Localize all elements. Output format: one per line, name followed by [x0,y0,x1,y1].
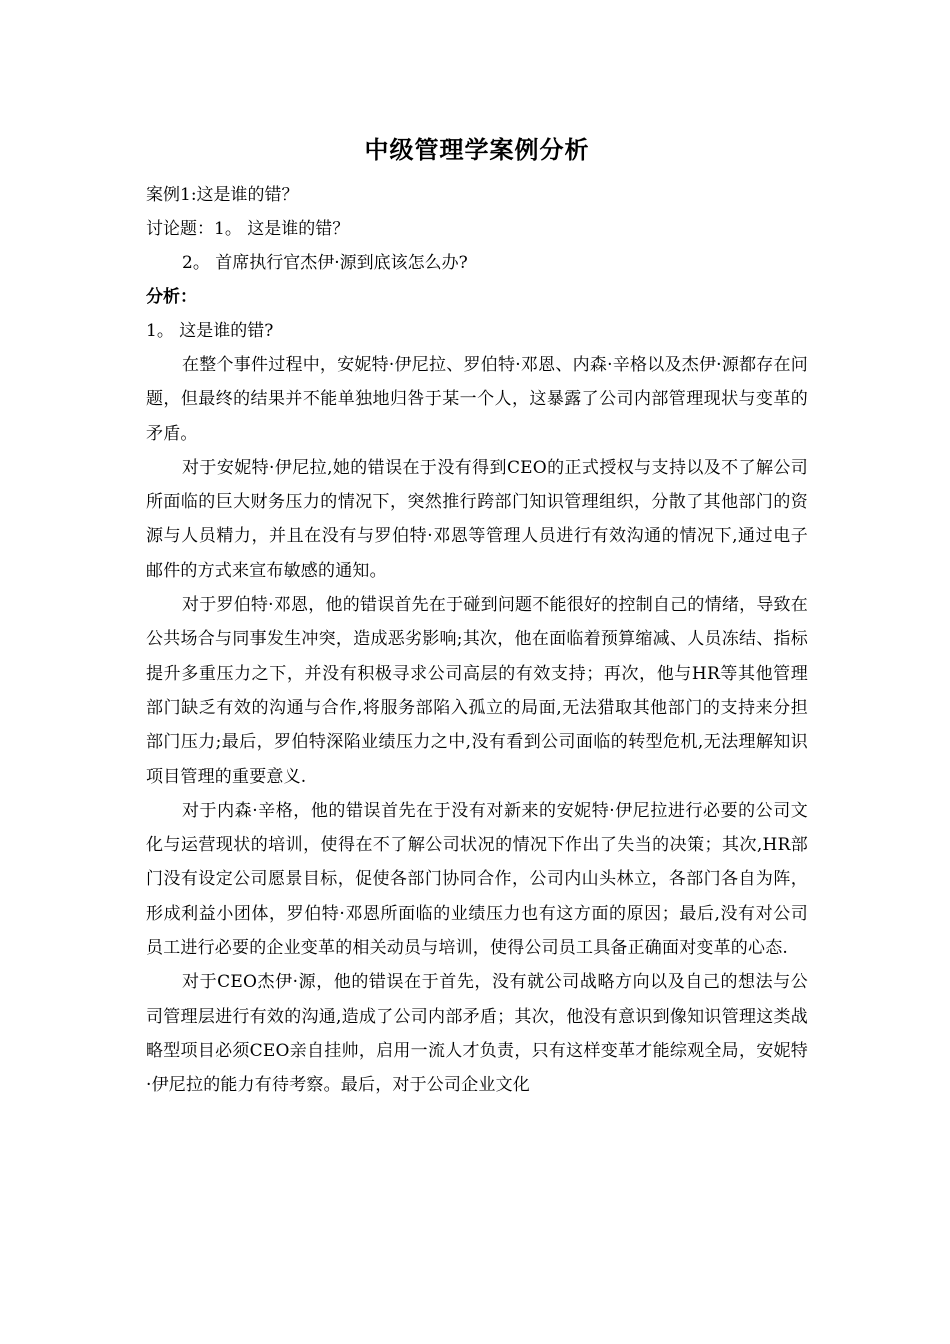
paragraph-nathan: 对于内森·辛格，他的错误首先在于没有对新来的安妮特·伊尼拉进行必要的公司文化与运营现状的培训，使得在不了解公司状况的情况下作出了失当的决策；其次,HR部门没有设定公司愿景目标，促使各部门协同合作，公司内山头林立，各部门各自为阵，形成利益小团体，罗伯特·邓恩所面临的业绩压力也有这方面的原因；最后,没有对公司员工进行必要的企业变革的相关动员与培训，使得公司员工具备正确面对变革的心态. [146,800,808,959]
paragraph-annette: 对于安妮特·伊尼拉,她的错误在于没有得到CEO的正式授权与支持以及不了解公司所面临的巨大财务压力的情况下，突然推行跨部门知识管理组织，分散了其他部门的资源与人员精力，并且在没有与罗伯特·邓恩等管理人员进行有效沟通的情况下,通过电子邮件的方式来宣布敏感的通知。 [146,457,808,581]
paragraph-overview: 在整个事件过程中，安妮特·伊尼拉、罗伯特·邓恩、内森·辛格以及杰伊·源都存在问题，但最终的结果并不能单独地归咎于某一个人，这暴露了公司内部管理现状与变革的矛盾。 [146,355,808,444]
document-title: 中级管理学案例分析 [364,135,590,164]
case-line: 案例1:这是谁的错？ [146,185,299,205]
discussion-line: 讨论题：1。 这是谁的错？ [146,219,350,239]
document-page [146,130,808,1103]
question-1-heading: 1。 这是谁的错? [146,321,274,341]
analysis-heading: 分析： [146,287,197,307]
paragraph-ceo: 对于CEO杰伊·源，他的错误在于首先，没有就公司战略方向以及自己的想法与公司管理层进行有效的沟通,造成了公司内部矛盾；其次，他没有意识到像知识管理这类战略型项目必须CEO亲自挂帅，启用一流人才负责，只有这样变革才能综观全局，安妮特·伊尼拉的能力有待考察。最后，对于公司企业文化 [146,972,808,1096]
paragraph-robert: 对于罗伯特·邓恩，他的错误首先在于碰到问题不能很好的控制自己的情绪，导致在公共场合与同事发生冲突，造成恶劣影响;其次，他在面临着预算缩减、人员冻结、指标提升多重压力之下，并没有积极寻求公司高层的有效支持；再次，他与HR等其他管理部门缺乏有效的沟通与合作,将服务部陷入孤立的局面,无法猎取其他部门的支持来分担部门压力;最后，罗伯特深陷业绩压力之中,没有看到公司面临的转型危机,无法理解知识项目管理的重要意义. [146,595,808,787]
discussion-item-2: 2。 首席执行官杰伊·源到底该怎么办? [182,253,468,273]
